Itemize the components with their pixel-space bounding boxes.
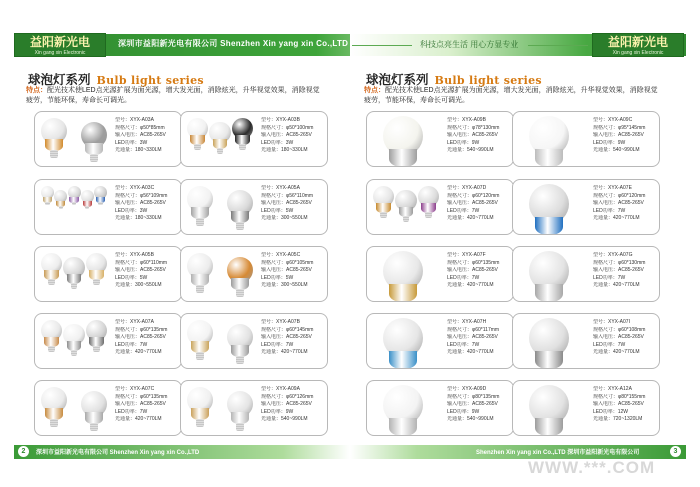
bulb-heatsink [389,351,417,369]
spec-flux: 光通量：180~330LM [115,147,162,154]
spec-size: 规格尺寸：φ60*110mm [115,259,168,266]
logo-text: 益阳新光电 [29,35,90,49]
spec-voltage: 输入电压：AC85-265V [261,334,312,341]
spec-size: 规格尺寸：φ60*145mm [261,326,314,333]
bulb-heatsink [535,284,563,302]
divider-line [352,45,412,46]
spec-voltage: 输入电压：AC85-265V [261,401,312,408]
spec-model: 型号：XYX-A07F [447,252,486,258]
bulb-screw-base [236,222,244,230]
title-cn: 球泡灯系列 [28,72,91,87]
bulb-heatsink [535,418,563,436]
spec-voltage: 输入电压：AC85-265V [261,132,312,139]
bulb-screw-base [543,435,556,436]
bulb-image [181,180,261,234]
spec-power: LED功率：3W [261,139,294,146]
bulb-image [181,247,261,301]
product-specs [261,386,327,424]
spec-size: 规格尺寸：φ60*135mm [115,393,168,400]
spec-power: LED功率：7W [593,274,626,281]
product-card [180,179,328,235]
spec-voltage: 输入电压：AC85-265V [447,132,498,139]
bulb-heatsink [535,149,563,167]
bulb-screw-base [239,144,246,150]
product-card [512,246,660,302]
product-card [366,246,514,302]
bulb-screw-base [48,279,55,285]
spec-power: LED功率：7W [593,341,626,348]
bulb-image [513,247,593,301]
brand-logo-left [14,33,106,57]
product-specs [593,252,659,290]
spec-model: 型号：XYX-A07E [593,185,632,191]
spec-power: LED功率：9W [447,139,480,146]
bulb-screw-base [397,435,410,436]
spec-power: LED功率：7W [447,341,480,348]
spec-flux: 光通量：540~990LM [593,147,640,154]
spec-size: 规格尺寸：φ60*135mm [447,259,500,266]
bulb-screw-base [543,301,556,302]
bulb-image [181,112,261,166]
bulb-heatsink [389,418,417,436]
spec-voltage: 输入电压：AC85-265V [115,334,166,341]
bulb-heatsink [389,284,417,302]
bulb-screw-base [93,346,100,352]
spec-size: 规格尺寸：φ78*130mm [447,124,500,131]
product-specs [115,386,181,424]
bulb-screw-base [71,350,78,356]
product-specs [593,386,659,424]
feature-body: 配光技术使LED点光源扩展为面光源，增大发光面，消除炫光，升华视觉效果，消除视觉疲劳，节能环保，寿命长可调光。 [26,87,320,104]
bulb-image [35,112,115,166]
feature-body: 配光技术使LED点光源扩展为面光源，增大发光面，消除炫光，升华视觉效果，消除视觉疲劳，节能环保，寿命长可调光。 [364,87,658,104]
spec-power: LED功率：7W [261,341,294,348]
spec-voltage: 输入电压：AC85-265V [593,267,644,274]
spec-voltage: 输入电压：AC85-265V [447,334,498,341]
spec-voltage: 输入电压：AC85-265V [115,132,166,139]
footer-text-left: 深圳市益阳新光电有限公司 Shenzhen Xin yang xin Co.,LTD [36,450,200,456]
spec-power: LED功率：9W [447,408,480,415]
product-specs [115,185,181,223]
spec-model: 型号：XYX-A09B [447,117,486,123]
product-specs [447,386,513,424]
bulb-screw-base [425,212,432,218]
spec-model: 型号：XYX-A07I [593,319,630,325]
product-specs [447,252,513,290]
spec-flux: 光通量：300~550LM [261,215,308,222]
product-card [512,380,660,436]
bulb-image [513,314,593,368]
spec-flux: 光通量：540~990LM [447,416,494,423]
spec-flux: 光通量：420~770LM [593,282,640,289]
bulb-screw-base [98,202,102,206]
spec-flux: 光通量：300~550LM [261,282,308,289]
bulb-screw-base [194,144,201,150]
spec-voltage: 输入电压：AC85-265V [593,334,644,341]
bulb-screw-base [72,202,76,206]
bulb-screw-base [90,423,98,431]
bulb-image [367,381,447,435]
spec-power: LED功率：7W [115,408,148,415]
bulb-image [35,247,115,301]
product-specs [261,319,327,357]
bulb-image [513,180,593,234]
spec-size: 规格尺寸：φ56*109mm [115,192,168,199]
product-card [34,380,182,436]
spec-model: 型号：XYX-A07G [593,252,633,258]
spec-voltage: 输入电压：AC85-265V [261,267,312,274]
spec-flux: 光通量：540~990LM [261,416,308,423]
spec-size: 规格尺寸：φ60*120mm [593,192,646,199]
spec-model: 型号：XYX-A09A [261,386,300,392]
bulb-screw-base [543,166,556,167]
bulb-screw-base [543,234,556,235]
spec-power: LED功率：7W [593,207,626,214]
spec-model: 型号：XYX-A07H [447,319,487,325]
spec-model: 型号：XYX-A07A [115,319,154,325]
product-specs [593,319,659,357]
title-en: Bulb light series [434,74,542,87]
footer-text-right: Shenzhen Xin yang xin Co.,LTD 深圳市益阳新光电有限公司 [476,450,640,456]
product-card [34,313,182,369]
bulb-screw-base [50,419,58,427]
spec-size: 规格尺寸：φ60*108mm [593,326,646,333]
brand-logo-right [592,33,684,57]
product-specs [261,185,327,223]
bulb-image [367,314,447,368]
bulb-screw-base [236,356,244,364]
bulb-screw-base [236,289,244,297]
bulb-screw-base [48,346,55,352]
spec-size: 规格尺寸：φ50*85mm [115,124,165,131]
divider-line [528,45,588,46]
spec-flux: 光通量：720~1320LM [593,416,643,423]
title-cn: 球泡灯系列 [366,72,429,87]
bulb-screw-base [196,352,204,360]
bulb-heatsink [535,217,563,235]
company-name: 深圳市益阳新光电有限公司 Shenzhen Xin yang xin Co.,LTD [118,39,349,48]
bulb-screw-base [93,279,100,285]
spec-flux: 光通量：420~770LM [115,416,162,423]
watermark: WWW.***.COM [528,458,656,477]
spec-size: 规格尺寸：φ80*155mm [593,393,646,400]
product-card [366,380,514,436]
product-card [34,179,182,235]
product-specs [261,252,327,290]
bulb-screw-base [50,150,58,158]
spec-flux: 光通量：420~770LM [261,349,308,356]
bulb-screw-base [196,218,204,226]
page-number-right: 3 [670,446,681,457]
product-card [512,179,660,235]
bulb-image [367,180,447,234]
spec-size: 规格尺寸：φ60*117mm [447,326,500,333]
product-card [180,111,328,167]
product-card [366,111,514,167]
spec-flux: 光通量：420~770LM [447,282,494,289]
spec-model: 型号：XYX-A05A [261,185,300,191]
feature-label: 特点： [364,87,385,94]
bulb-screw-base [397,301,410,302]
title-en: Bulb light series [96,74,204,87]
spec-model: 型号：XYX-A07B [261,319,300,325]
spec-voltage: 输入电压：AC85-265V [115,401,166,408]
bulb-screw-base [403,216,410,222]
spec-power: LED功率：3W [115,139,148,146]
spec-model: 型号：XYX-A07D [447,185,487,191]
spec-power: LED功率：9W [261,408,294,415]
spec-model: 型号：XYX-A07C [115,386,155,392]
product-card [180,313,328,369]
product-specs [593,117,659,155]
bulb-screw-base [397,166,410,167]
bulb-screw-base [59,206,63,210]
bulb-image [181,381,261,435]
spec-size: 规格尺寸：φ60*126mm [261,393,314,400]
spec-model: 型号：XYX-A05B [115,252,154,258]
product-specs [593,185,659,223]
spec-flux: 光通量：420~770LM [447,349,494,356]
product-card [180,380,328,436]
spec-model: 型号：XYX-A03B [261,117,300,123]
spec-power: LED功率：7W [115,341,148,348]
spec-size: 规格尺寸：φ80*135mm [447,393,500,400]
bulb-image [35,314,115,368]
spec-flux: 光通量：180~330LM [261,147,308,154]
spec-voltage: 输入电压：AC85-265V [447,200,498,207]
spec-voltage: 输入电压：AC85-265V [261,200,312,207]
spec-size: 规格尺寸：φ60*105mm [261,259,314,266]
spec-model: 型号：XYX-A03C [115,185,155,191]
spec-flux: 光通量：540~990LM [447,147,494,154]
product-card [34,246,182,302]
spec-power: LED功率：5W [261,207,294,214]
product-specs [261,117,327,155]
feature-label: 特点： [26,87,47,94]
product-card [366,313,514,369]
bulb-screw-base [397,368,410,369]
spec-size: 规格尺寸：φ56*110mm [261,192,314,199]
spec-voltage: 输入电压：AC85-265V [593,401,644,408]
spec-power: LED功率：12W [593,408,629,415]
product-specs [115,252,181,290]
spec-size: 规格尺寸：φ60*120mm [447,192,500,199]
product-specs [115,319,181,357]
spec-power: LED功率：7W [447,274,480,281]
bulb-image [513,381,593,435]
spec-power: LED功率：7W [447,207,480,214]
spec-flux: 光通量：420~770LM [115,349,162,356]
spec-size: 规格尺寸：φ50*100mm [261,124,314,131]
spec-flux: 光通量：420~770LM [447,215,494,222]
bulb-screw-base [543,368,556,369]
product-specs [115,117,181,155]
logo-subtext: Xin gang xin Electronic [34,50,86,56]
spec-voltage: 输入电压：AC85-265V [115,200,166,207]
page-number-left: 2 [18,446,29,457]
bulb-image [35,180,115,234]
spec-model: 型号：XYX-A03A [115,117,154,123]
bulb-screw-base [90,154,98,162]
spec-voltage: 输入电压：AC85-265V [447,267,498,274]
slogan: 科技点亮生活 用心方显专业 [420,40,519,49]
spec-power: LED功率：9W [593,139,626,146]
spec-power: LED功率：3W [115,207,148,214]
spec-power: LED功率：5W [115,274,148,281]
product-specs [447,185,513,223]
product-card [512,313,660,369]
spec-flux: 光通量：420~770LM [593,349,640,356]
bulb-screw-base [196,419,204,427]
spec-voltage: 输入电压：AC85-265V [115,267,166,274]
bulb-screw-base [85,206,89,210]
spec-model: 型号：XYX-A12A [593,386,632,392]
spec-size: 规格尺寸：φ60*130mm [593,259,646,266]
bulb-image [367,247,447,301]
feature-text-left [26,86,326,106]
spec-model: 型号：XYX-A05C [261,252,301,258]
bulb-screw-base [236,423,244,431]
logo-subtext: Xin gang xin Electronic [612,50,664,56]
product-card [34,111,182,167]
bulb-screw-base [380,212,387,218]
spec-model: 型号：XYX-A09C [593,117,633,123]
bulb-image [35,381,115,435]
product-card [366,179,514,235]
bulb-image [181,314,261,368]
spec-flux: 光通量：420~770LM [593,215,640,222]
spec-size: 规格尺寸：φ95*145mm [593,124,646,131]
bulb-screw-base [217,148,224,154]
spec-size: 规格尺寸：φ60*135mm [115,326,168,333]
spec-voltage: 输入电压：AC85-265V [593,200,644,207]
spec-flux: 光通量：300~550LM [115,282,162,289]
logo-text: 益阳新光电 [607,35,668,49]
spec-power: LED功率：5W [261,274,294,281]
bulb-screw-base [45,202,49,206]
spec-model: 型号：XYX-A09D [447,386,487,392]
bulb-screw-base [196,285,204,293]
spec-voltage: 输入电压：AC85-265V [593,132,644,139]
bulb-screw-base [71,283,78,289]
product-specs [447,319,513,357]
bulb-image [513,112,593,166]
bulb-heatsink [535,351,563,369]
product-card [180,246,328,302]
spec-flux: 光通量：180~330LM [115,215,162,222]
product-specs [447,117,513,155]
bulb-heatsink [389,149,417,167]
bulb-image [367,112,447,166]
product-card [512,111,660,167]
spec-voltage: 输入电压：AC85-265V [447,401,498,408]
feature-text-right [364,86,664,106]
